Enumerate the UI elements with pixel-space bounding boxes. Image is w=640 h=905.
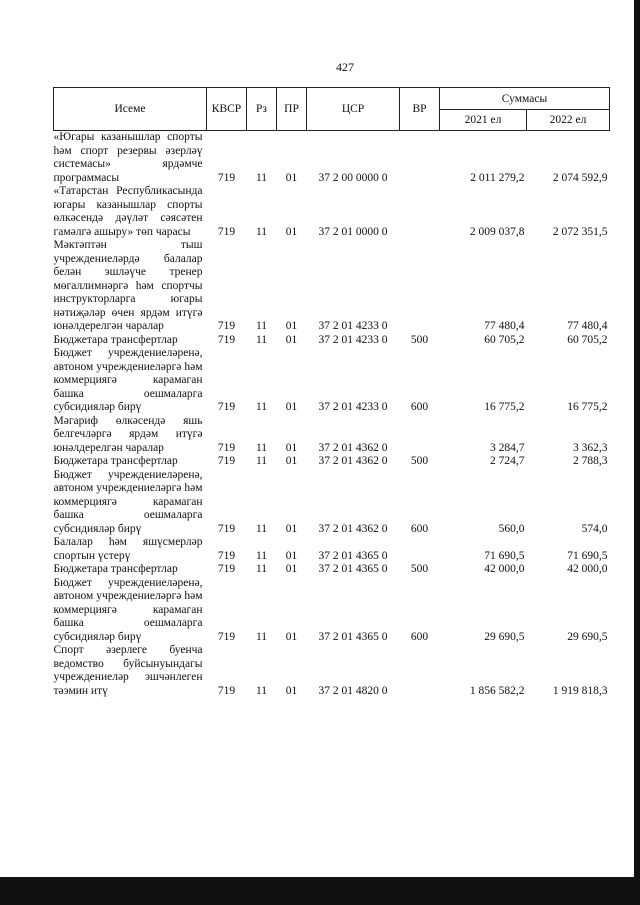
- cell-2022: 29 690,5: [567, 630, 608, 643]
- cell-pr: 01: [285, 522, 298, 535]
- table-row: [54, 536, 610, 563]
- cell-kvsr: 719: [217, 522, 236, 535]
- cell-kvsr: 719: [217, 563, 236, 575]
- cell-2022: 2 072 351,5: [552, 225, 608, 238]
- cell-pr: 01: [285, 225, 298, 238]
- cell-pr: 01: [285, 630, 298, 643]
- cell-2021: 2 009 037,8: [469, 225, 525, 238]
- cell-2021: 42 000,0: [484, 563, 525, 575]
- cell-name: Бюджетара трансфертлар: [53, 455, 178, 467]
- header-rz: Рз: [247, 88, 277, 131]
- cell-vr: 600: [410, 401, 429, 413]
- cell-name: «Татарстан Республикасында югары казанышлар спорты өлкәсендә дәүләт сәясәтен гамәлгә ашыру» төп чарасы: [53, 185, 203, 238]
- cell-name: Спорт әзерлеге буенча ведомство буйсынуындагы учреждениеләр эшчәнлеген тәэмин итү: [53, 644, 203, 697]
- cell-kvsr: 719: [217, 401, 236, 413]
- cell-rz: 11: [255, 320, 268, 332]
- cell-kvsr: 719: [217, 630, 236, 643]
- cell-2021: 560,0: [498, 522, 525, 535]
- cell-csr: 37 2 01 4362 0: [318, 455, 388, 467]
- cell-rz: 11: [255, 684, 268, 697]
- page-edge-right: [634, 0, 640, 880]
- cell-rz: 11: [255, 549, 268, 562]
- cell-2021: 16 775,2: [484, 401, 525, 413]
- cell-csr: 37 2 01 4233 0: [318, 333, 388, 346]
- cell-vr: 500: [410, 333, 429, 346]
- cell-2021: 77 480,4: [484, 320, 525, 332]
- cell-pr: 01: [285, 684, 298, 697]
- cell-kvsr: 719: [217, 320, 236, 332]
- cell-kvsr: 719: [217, 455, 236, 467]
- cell-csr: 37 2 01 4233 0: [318, 401, 388, 413]
- header-pr: ПР: [277, 88, 307, 131]
- cell-2022: 3 362,3: [573, 441, 608, 454]
- header-kvsr: КВСР: [207, 88, 247, 131]
- cell-2022: 16 775,2: [567, 401, 608, 413]
- table-row: [54, 415, 610, 456]
- cell-name: «Югары казанышлар спорты һәм спорт резервы әзерләү системасы» ярдәмче программасы: [53, 131, 203, 184]
- cell-2022: 2 074 592,9: [552, 171, 608, 184]
- budget-table: [53, 87, 610, 698]
- header-name: Исеме: [54, 88, 207, 131]
- cell-kvsr: 719: [217, 684, 236, 697]
- cell-kvsr: 719: [217, 171, 236, 184]
- header-year-2022: 2022 ел: [527, 110, 610, 131]
- cell-csr: 37 2 01 4365 0: [318, 549, 388, 562]
- cell-vr: 600: [410, 522, 429, 535]
- cell-pr: 01: [285, 455, 298, 467]
- cell-name: Мәктәптән тыш учреждениеләрдә балалар белән эшләүче тренер мөгаллимнәргә һәм спортчы инструкторларга югары нәтиҗәләр өчен ярдәм итүгә юнәлдерелгән чаралар: [53, 239, 203, 332]
- page-edge-bottom: [0, 877, 640, 905]
- cell-2021: 29 690,5: [484, 630, 525, 643]
- cell-rz: 11: [255, 630, 268, 643]
- table-row: [54, 334, 610, 348]
- header-csr: ЦСР: [307, 88, 400, 131]
- cell-rz: 11: [255, 563, 268, 575]
- cell-csr: 37 2 01 4362 0: [318, 441, 388, 454]
- cell-rz: 11: [255, 455, 268, 467]
- table-row: [54, 131, 610, 186]
- cell-name: Бюджет учреждениеләренә, автоном учреждениеләргә һәм коммерциягә карамаган башка оешмаларга субсидияләр бирү: [53, 576, 203, 643]
- cell-csr: 37 2 01 4233 0: [318, 320, 388, 332]
- cell-pr: 01: [285, 401, 298, 413]
- header-vr: ВР: [400, 88, 440, 131]
- cell-name: Бюджет учреждениеләренә, автоном учреждениеләргә һәм коммерциягә карамаган башка оешмаларга субсидияләр бирү: [53, 468, 203, 535]
- table-row: [54, 185, 610, 239]
- cell-pr: 01: [285, 333, 298, 346]
- table-row: [54, 455, 610, 469]
- header-sums: Суммасы: [440, 88, 610, 110]
- cell-vr: [400, 239, 440, 334]
- cell-vr: [400, 415, 440, 456]
- cell-pr: 01: [285, 441, 298, 454]
- cell-2021: 2 724,7: [490, 455, 525, 467]
- table-row: [54, 577, 610, 645]
- cell-2021: 1 856 582,2: [469, 684, 525, 697]
- cell-csr: 37 2 01 4362 0: [318, 522, 388, 535]
- cell-vr: 500: [410, 455, 429, 467]
- cell-csr: 37 2 01 4365 0: [318, 630, 388, 643]
- cell-name: Мәгариф өлкәсендә яшь белгечләргә ярдәм итүгә юнәлдерелгән чаралар: [53, 414, 203, 454]
- cell-rz: 11: [255, 171, 268, 184]
- header-year-2021: 2021 ел: [440, 110, 527, 131]
- table-row: [54, 469, 610, 537]
- table-row: [54, 644, 610, 698]
- cell-2021: 3 284,7: [490, 441, 525, 454]
- cell-vr: [400, 536, 440, 563]
- cell-2021: 71 690,5: [484, 549, 525, 562]
- cell-rz: 11: [255, 333, 268, 346]
- cell-vr: [400, 644, 440, 698]
- cell-rz: 11: [255, 225, 268, 238]
- cell-2022: 60 705,2: [567, 333, 608, 346]
- table-row: [54, 347, 610, 415]
- cell-pr: 01: [285, 320, 298, 332]
- cell-rz: 11: [255, 441, 268, 454]
- cell-pr: 01: [285, 171, 298, 184]
- cell-rz: 11: [255, 522, 268, 535]
- cell-rz: 11: [255, 401, 268, 413]
- cell-2022: 574,0: [581, 522, 608, 535]
- cell-2022: 2 788,3: [573, 455, 608, 467]
- cell-vr: [400, 185, 440, 239]
- cell-csr: 37 2 01 0000 0: [318, 225, 388, 238]
- page-number: 427: [336, 60, 354, 74]
- cell-pr: 01: [285, 563, 298, 575]
- table-body: [54, 131, 610, 699]
- cell-2021: 60 705,2: [484, 333, 525, 346]
- cell-kvsr: 719: [217, 333, 236, 346]
- cell-2022: 1 919 818,3: [552, 684, 608, 697]
- cell-kvsr: 719: [217, 225, 236, 238]
- table-row: [54, 239, 610, 334]
- cell-csr: 37 2 00 0000 0: [318, 171, 388, 184]
- cell-kvsr: 719: [217, 441, 236, 454]
- cell-2022: 77 480,4: [567, 320, 608, 332]
- cell-kvsr: 719: [217, 549, 236, 562]
- cell-2021: 2 011 279,2: [470, 171, 525, 184]
- cell-vr: 600: [410, 630, 429, 643]
- cell-name: Бюджетара трансфертлар: [53, 563, 178, 575]
- cell-csr: 37 2 01 4820 0: [318, 684, 388, 697]
- cell-2022: 42 000,0: [567, 563, 608, 575]
- cell-csr: 37 2 01 4365 0: [318, 563, 388, 575]
- cell-name: Бюджет учреждениеләренә, автоном учреждениеләргә һәм коммерциягә карамаган башка оешмаларга субсидияләр бирү: [53, 347, 203, 413]
- cell-vr: 500: [410, 563, 429, 575]
- cell-pr: 01: [285, 549, 298, 562]
- cell-name: Бюджетара трансфертлар: [53, 333, 178, 346]
- cell-vr: [400, 131, 440, 186]
- table-row: [54, 563, 610, 577]
- cell-2022: 71 690,5: [567, 549, 608, 562]
- cell-name: Балалар һәм яшүсмерләр спортын үстерү: [53, 536, 203, 562]
